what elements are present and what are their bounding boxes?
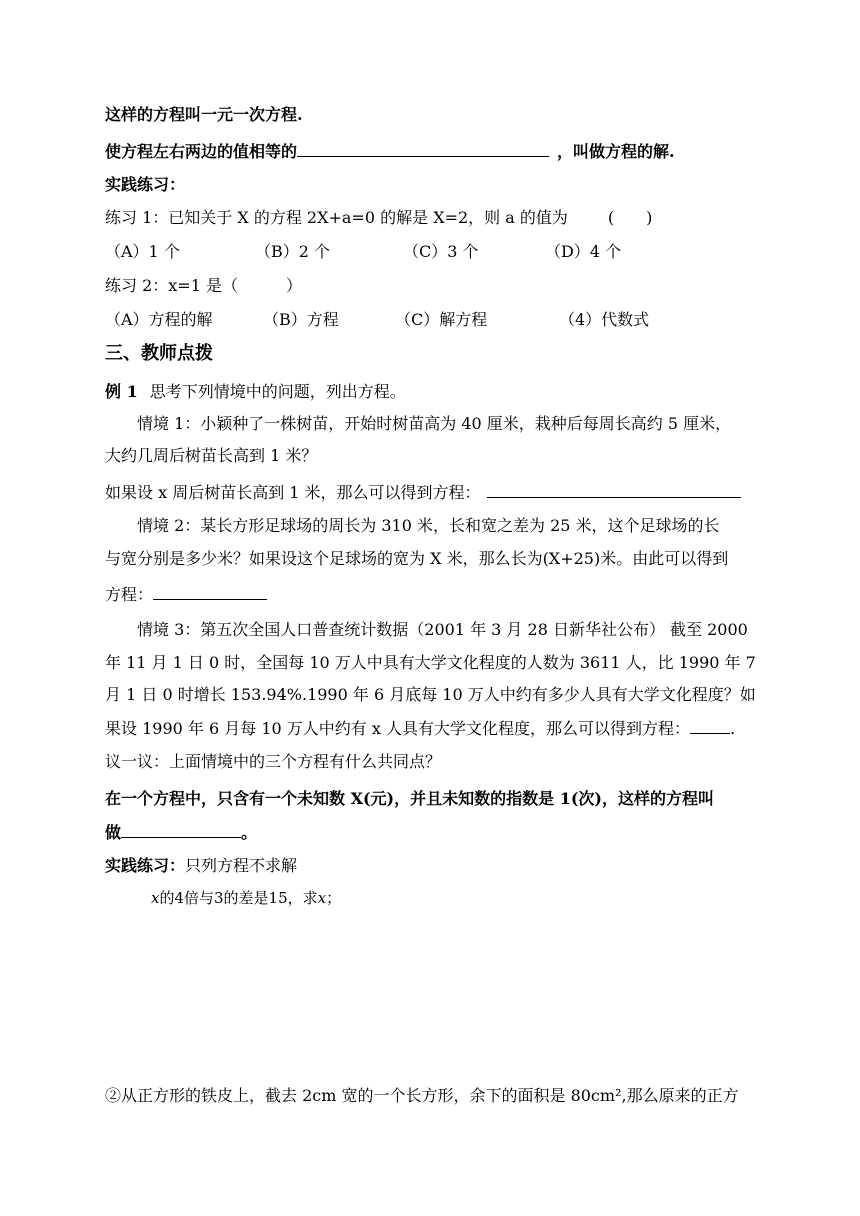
discussion-line: 议一议：上面情境中的三个方程有什么共同点？ <box>105 752 442 771</box>
answer-blank[interactable] <box>153 583 267 600</box>
option-c: （C）3 个 <box>403 242 479 261</box>
answer-blank[interactable] <box>297 140 549 157</box>
problem-1: x的4倍与3的差是15，求x； <box>151 889 342 907</box>
option-a: （A）1 个 <box>105 242 180 261</box>
scenario-2-equation: 方程： <box>105 583 267 606</box>
definition-statement-end: 做 。 <box>105 823 258 842</box>
solution-definition-line: 使方程左右两边的值相等的 ，叫做方程的解. <box>105 142 675 161</box>
definition-statement: 在一个方程中，只含有一个未知数 X(元)，并且未知数的指数是 1(次)，这样的方程叫 <box>105 789 714 808</box>
option-c: （C）解方程 <box>395 310 488 329</box>
option-b: （B）2 个 <box>255 242 331 261</box>
example-1: 例 1 思考下列情境中的问题，列出方程。 <box>105 382 406 401</box>
scenario-2-line-1: 情境 2：某长方形足球场的周长为 310 米，长和宽之差为 25 米，这个足球场的长 <box>137 516 720 535</box>
practice-heading: 实践练习： <box>105 175 186 194</box>
section-heading: 三、教师点拨 <box>105 343 213 364</box>
scenario-3-line-2: 年 11 月 1 日 0 时，全国每 10 万人中具有大学文化程度的人数为 3611 人，比 1990 年 7 <box>105 653 756 672</box>
answer-blank[interactable] <box>690 717 730 734</box>
scenario-2-line-2: 与宽分别是多少米？如果设这个足球场的宽为 X 米，那么长为(X+25)米。由此可以得到 <box>105 549 729 568</box>
answer-blank[interactable] <box>487 481 741 498</box>
scenario-3-line-4: 果设 1990 年 6 月每 10 万人中约有 x 人具有大学文化程度，那么可以得到方程： . <box>105 719 736 738</box>
scenario-3-line-3: 月 1 日 0 时增长 153.94%.1990 年 6 月底每 10 万人中约有多少人具有大学文化程度？如 <box>105 685 756 704</box>
problem-2: ②从正方形的铁皮上，截去 2cm 宽的一个长方形，余下的面积是 80cm²,那么原来的正方 <box>105 1086 739 1105</box>
option-d: （D）4 个 <box>545 242 622 261</box>
definition-line: 这样的方程叫一元一次方程. <box>105 105 303 124</box>
practice-heading-2: 实践练习：只列方程不求解 <box>105 856 298 875</box>
exercise-2: 练习 2：x=1 是（ ） <box>105 276 302 295</box>
scenario-1-line-2: 大约几周后树苗长高到 1 米？ <box>105 446 318 465</box>
scenario-3-line-1: 情境 3：第五次全国人口普查统计数据（2001 年 3 月 28 日新华社公布） 截至 2000 <box>137 620 748 639</box>
option-d: （4）代数式 <box>559 310 650 329</box>
option-b: （B）方程 <box>263 310 339 329</box>
scenario-1-equation: 如果设 x 周后树苗长高到 1 米，那么可以得到方程： <box>105 481 741 504</box>
answer-blank[interactable] <box>121 821 241 838</box>
scenario-1-line-1: 情境 1：小颖种了一株树苗，开始时树苗高为 40 厘米，栽种后每周长高约 5 厘米， <box>137 414 732 433</box>
exercise-1: 练习 1：已知关于 X 的方程 2X+a=0 的解是 X=2，则 a 的值为 ( ) <box>105 208 653 227</box>
option-a: （A）方程的解 <box>105 310 213 329</box>
